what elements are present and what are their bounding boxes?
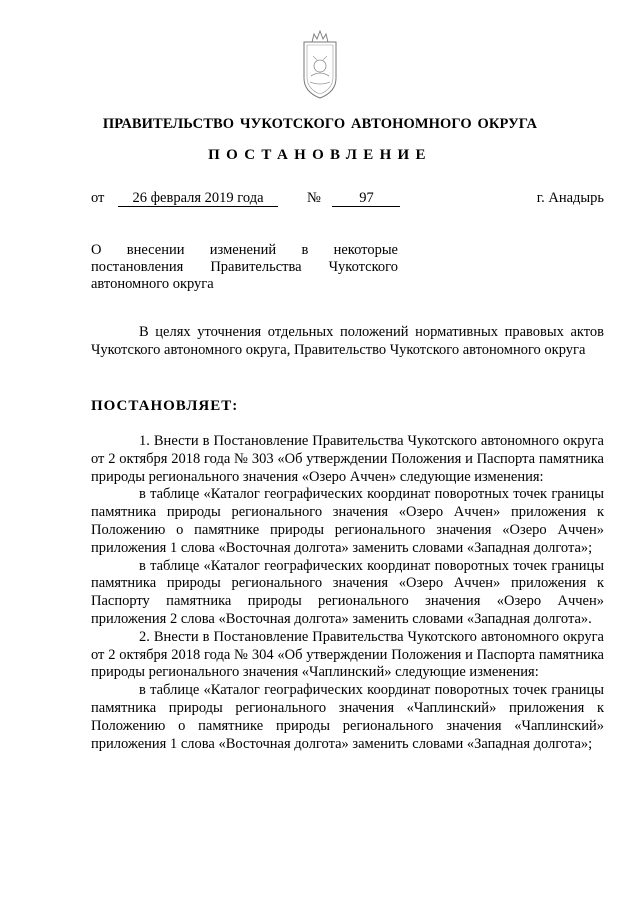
decree-body: [91, 433, 604, 753]
paragraph: в таблице «Каталог географических координат поворотных точек границы памятника природы регионального значения «Озеро Аччен» приложения к Положению о памятнике природы регионального значения «Озеро Аччен» приложения 1 слова «Восточная долгота» заменить словами «Западная долгота»;: [91, 486, 604, 556]
number-block: [307, 190, 400, 207]
from-label: от: [91, 190, 105, 206]
preamble: В целях уточнения отдельных положений нормативных правовых актов Чукотского автономного округа, Правительство Чукотского автономного округа: [91, 324, 604, 358]
paragraph: в таблице «Каталог географических координат поворотных точек границы памятника природы регионального значения «Озеро Аччен» приложения к Паспорту памятника природы регионального значения «Озеро Аччен» приложения 2 слова «Восточная долгота» заменить словами «Западная долгота».: [91, 557, 604, 627]
coat-of-arms-emblem: [298, 26, 342, 102]
number-label: №: [307, 190, 321, 206]
paragraph: в таблице «Каталог географических координат поворотных точек границы памятника природы регионального значения «Чаплинский» приложения к Положению о памятнике природы регионального значения «Чаплинский» приложения 1 слова «Восточная долгота» заменить словами «Западная долгота»;: [91, 682, 604, 752]
ordains-heading: ПОСТАНОВЛЯЕТ:: [91, 398, 239, 414]
paragraph: 2. Внести в Постановление Правительства Чукотского автономного округа от 2 октября 2018 года № 304 «Об утверждении Положения и Паспорта памятника природы регионального значения «Чаплинский» следующие изменения:: [91, 628, 604, 681]
city: г. Анадырь: [536, 190, 604, 206]
subject-line: О внесении изменений в некоторые: [91, 242, 398, 258]
decree-subject: [91, 242, 398, 294]
decree-number: 97: [332, 191, 400, 207]
decree-date: 26 февраля 2019 года: [118, 191, 278, 207]
subject-line: автономного округа: [91, 276, 214, 293]
government-heading: ПРАВИТЕЛЬСТВО ЧУКОТСКОГО АВТОНОМНОГО ОКРУГА: [102, 116, 538, 132]
date-line: [91, 190, 278, 207]
preamble-block: [91, 324, 604, 360]
document-type-title: ПОСТАНОВЛЕНИЕ: [208, 147, 432, 163]
subject-line: постановления Правительства Чукотского: [91, 259, 398, 276]
paragraph: 1. Внести в Постановление Правительства Чукотского автономного округа от 2 октября 2018 года № 303 «Об утверждении Положения и Паспорта памятника природы регионального значения «Озеро Аччен» следующие изменения:: [91, 433, 604, 485]
